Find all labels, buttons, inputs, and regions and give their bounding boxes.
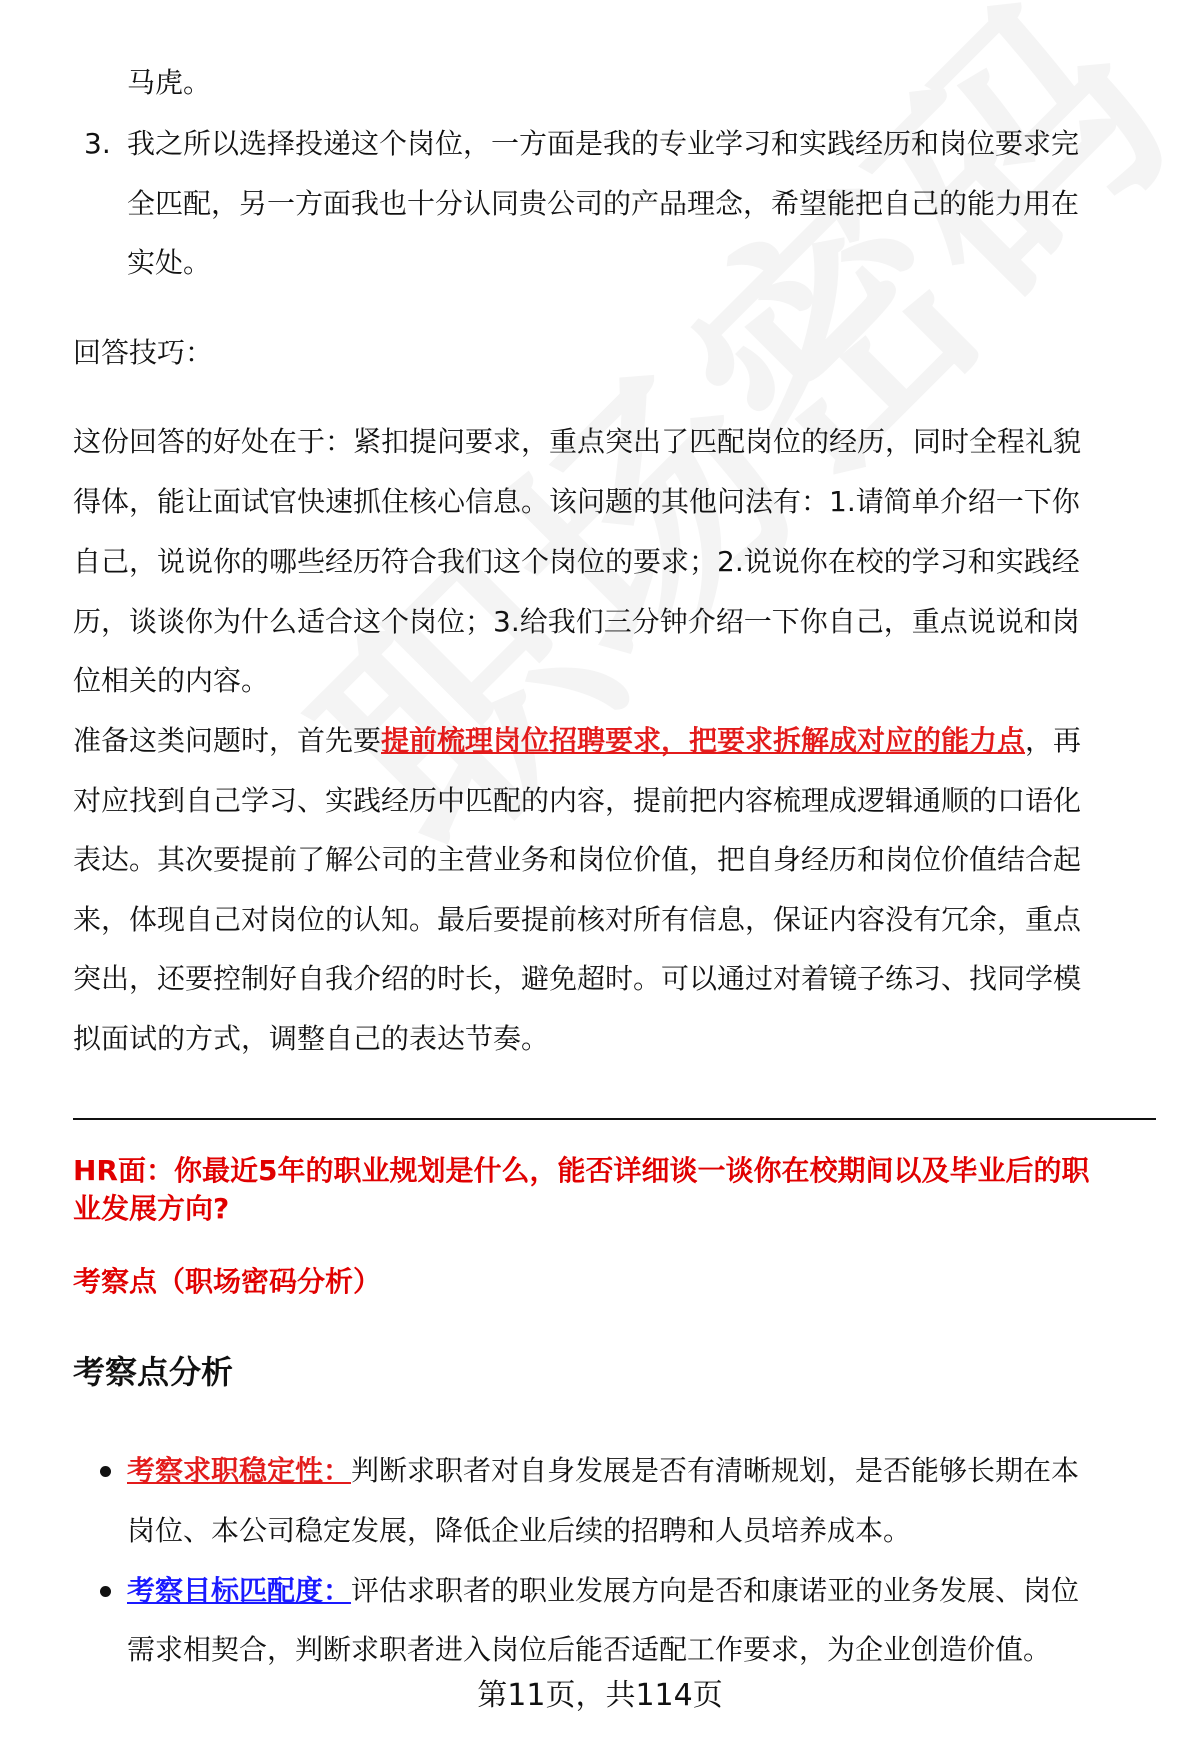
paragraph-line: 来，体现自己对岗位的认知。最后要提前核对所有信息，保证内容没有冗余，重点 [73,903,1082,936]
page-number: 第11页，共114页 [477,1678,723,1713]
list-text: 实处。 [127,246,212,279]
text: ，再 [1025,724,1082,757]
bullet-label: 考察目标匹配度： [127,1574,352,1607]
question-heading: HR面：你最近5年的职业规划是什么，能否详细谈一谈你在校期间以及毕业后的职 [73,1154,1090,1187]
exam-point-label: 考察点（职场密码分析） [73,1265,382,1298]
paragraph-line: 历，谈谈你为什么适合这个岗位；3.给我们三分钟介绍一下你自己，重点说说和岗 [73,605,1080,638]
bullet-text: 需求相契合，判断求职者进入岗位后能否适配工作要求，为企业创造价值。 [127,1633,1052,1666]
highlight-text: 提前梳理岗位招聘要求，把要求拆解成对应的能力点 [381,724,1026,757]
bullet-text: 岗位、本公司稳定发展，降低企业后续的招聘和人员培养成本。 [127,1514,912,1547]
text: 判断求职者对自身发展是否有清晰规划，是否能够长期在本 [351,1454,1080,1487]
list-number: 3. [84,127,111,160]
text: 评估求职者的职业发展方向是否和康诺亚的业务发展、岗位 [351,1574,1080,1607]
analysis-heading: 考察点分析 [73,1353,234,1391]
tips-label: 回答技巧： [73,336,214,369]
bullet-text [127,1451,1079,1491]
bullet-label: 考察求职稳定性： [127,1454,352,1487]
paragraph-line: 表达。其次要提前了解公司的主营业务和岗位价值，把自身经历和岗位价值结合起 [73,843,1082,876]
bullet-icon [100,1466,111,1477]
bullet-text [127,1571,1079,1611]
list-text: 我之所以选择投递这个岗位，一方面是我的专业学习和实践经历和岗位要求完 [127,127,1080,160]
paragraph-line: 自己，说说你的哪些经历符合我们这个岗位的要求；2.说说你在校的学习和实践经 [73,545,1080,578]
divider [73,1118,1156,1120]
paragraph-line [73,721,1081,761]
question-heading: 业发展方向? [73,1192,230,1225]
paragraph-line: 这份回答的好处在于：紧扣提问要求，重点突出了匹配岗位的经历，同时全程礼貌 [73,425,1082,458]
paragraph-line: 对应找到自己学习、实践经历中匹配的内容，提前把内容梳理成逻辑通顺的口语化 [73,784,1082,817]
paragraph-line: 突出，还要控制好自我介绍的时长，避免超时。可以通过对着镜子练习、找同学模 [73,962,1082,995]
list-text: 全匹配，另一方面我也十分认同贵公司的产品理念，希望能把自己的能力用在 [127,187,1080,220]
bullet-icon [100,1586,111,1597]
list-text: 马虎。 [127,66,212,99]
text: 准备这类问题时，首先要 [73,724,382,757]
paragraph-line: 得体，能让面试官快速抓住核心信息。该问题的其他问法有：1.请简单介绍一下你 [73,485,1080,518]
paragraph-line: 拟面试的方式，调整自己的表达节奏。 [73,1022,550,1055]
paragraph-line: 位相关的内容。 [73,664,270,697]
